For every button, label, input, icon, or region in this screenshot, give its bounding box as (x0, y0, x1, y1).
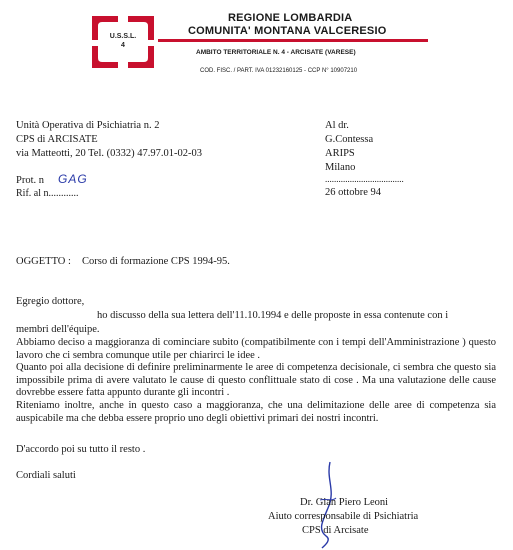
header-rule (158, 39, 428, 42)
letter-date: 26 ottobre 94 (325, 187, 381, 198)
protocol-label: Prot. n (16, 175, 45, 186)
recipient-line1: Al dr. (325, 120, 349, 131)
signatory-unit: CPS di Arcisate (302, 525, 369, 536)
closing: Cordiali saluti (16, 470, 76, 481)
reference-label: Rif. al n............ (16, 188, 79, 199)
ussl-label (104, 32, 142, 50)
community-name: COMUNITA' MONTANA VALCERESIO (188, 25, 387, 37)
fiscal-info: COD. FISC. / PART. IVA 01232160125 - CCP N° 10907210 (200, 68, 358, 74)
paragraph-1-first: ho discusso della sua lettera dell'11.10.1994 e delle proposte in essa contenute con i (97, 310, 449, 321)
paragraph-4: Riteniamo inoltre, anche in questo caso a maggioranza, che una delimitazione delle aree di competenza sia auspicabile ma che debba essere proprio uno degli obiettivi primari dei nostri incontri. (16, 400, 496, 424)
subject-label: OGGETTO : (16, 256, 71, 267)
ussl-line1: U.S.S.L. (109, 33, 137, 40)
region-name: REGIONE LOMBARDIA (228, 12, 353, 24)
recipient-line3: ARIPS (325, 148, 355, 159)
signatory-name: Dr. Gian Piero Leoni (300, 497, 389, 508)
recipient-line4: Milano (325, 162, 356, 173)
recipient-dots: ................................... (325, 174, 404, 184)
greeting: Egregio dottore, (16, 296, 85, 307)
sender-line1: Unità Operativa di Psichiatria n. 2 (16, 120, 160, 131)
recipient-line2: G.Contessa (325, 134, 374, 145)
paragraph-1-second: membri dell'équipe. (16, 324, 100, 335)
sender-line3: via Matteotti, 20 Tel. (0332) 47.97.01-02-03 (16, 148, 203, 159)
district-name: AMBITO TERRITORIALE N. 4 - ARCISATE (VARESE) (196, 49, 356, 56)
protocol-handwritten: GAG (58, 172, 88, 186)
ussl-line2: 4 (121, 42, 125, 49)
paragraph-5: D'accordo poi su tutto il resto . (16, 444, 146, 455)
subject-text: Corso di formazione CPS 1994-95. (82, 256, 230, 267)
paragraph-3: Quanto poi alla decisione di definire preliminarmente le aree di competenza decisionale, ci sembra che questo sia impossibile prima di avere valutato le cause di questo conflittuale stato di cose . Ma una valutazione delle cause dovrebbe essere fatta appunto durante gli incontri . (16, 362, 496, 398)
sender-line2: CPS di ARCISATE (16, 134, 98, 145)
signatory-role: Aiuto corresponsabile di Psichiatria (268, 511, 419, 522)
paragraph-2: Abbiamo deciso a maggioranza di cominciare subito (compatibilmente con i tempi dell'Amministrazione ) questo lavoro che ci sembra comunque utile per chiarirci le idee . (16, 337, 496, 361)
